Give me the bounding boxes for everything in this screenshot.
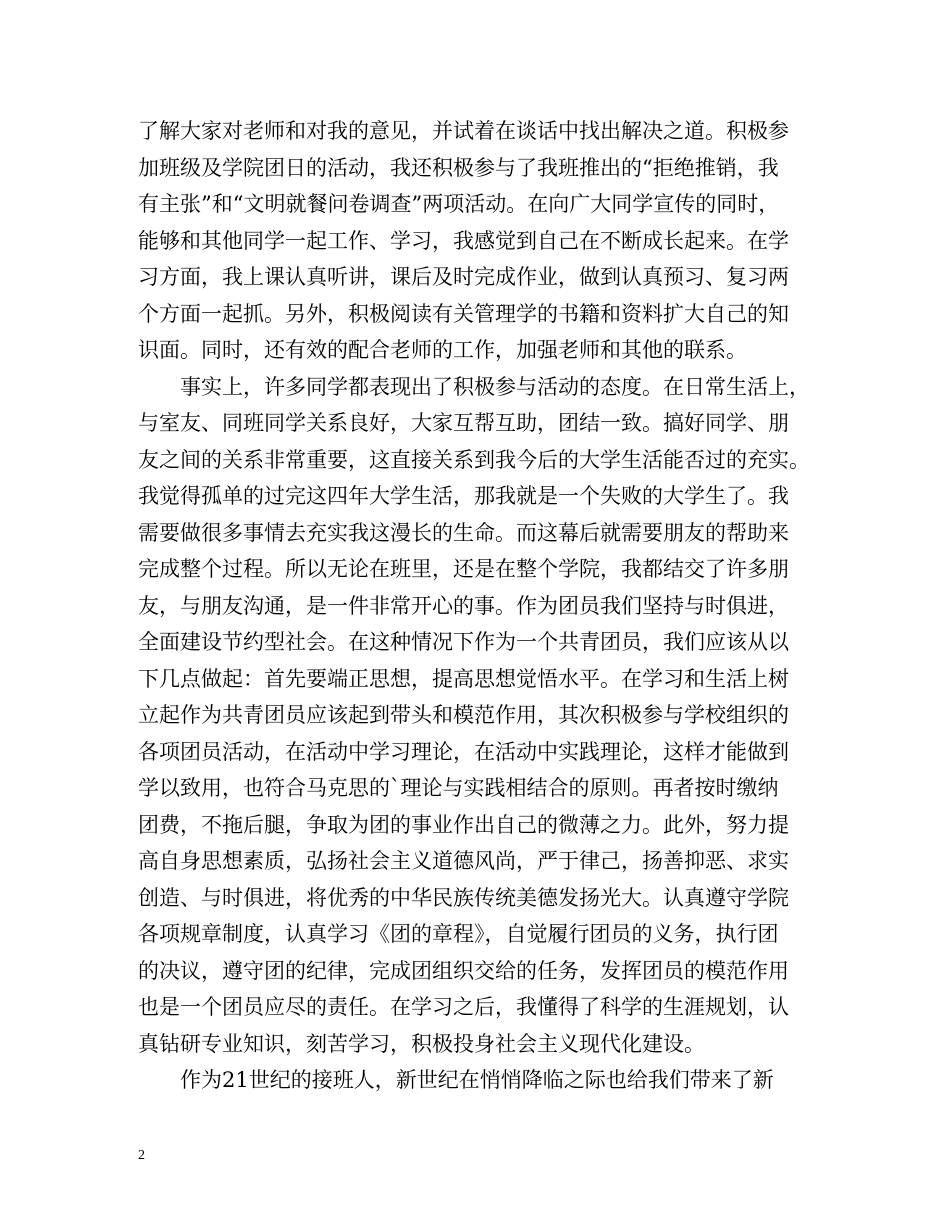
- text-line: 完成整个过程。所以无论在班里，还是在整个学院，我都结交了许多朋: [138, 557, 789, 581]
- text-line: 的决议，遵守团的纪律，完成团组织交给的任务，发挥团员的模范作用: [138, 958, 789, 983]
- text-line: 了解大家对老师和对我的意见，并试着在谈话中找出解决之道。积极参: [138, 119, 789, 143]
- text-line: 能够和其他同学一起工作、学习，我感觉到自己在不断成长起来。在学: [138, 228, 789, 253]
- text-line: 个方面一起抓。另外，积极阅读有关管理学的书籍和资料扩大自己的知: [138, 301, 789, 326]
- page-number: 2: [138, 1148, 145, 1163]
- text-line: 习方面，我上课认真听讲，课后及时完成作业，做到认真预习、复习两: [138, 265, 789, 289]
- text-line: 友，与朋友沟通，是一件非常开心的事。作为团员我们坚持与时俱进，: [138, 593, 789, 618]
- text-line: 有主张”和“文明就餐问卷调查”两项活动。在向广大同学宣传的同时，: [138, 192, 780, 216]
- text-line: 下几点做起：首先要端正思想，提高思想觉悟水平。在学习和生活上树: [138, 666, 789, 691]
- text-line: 创造、与时俱进，将优秀的中华民族传统美德发扬光大。认真遵守学院: [138, 885, 789, 910]
- body-text: [138, 113, 818, 1099]
- text-line: 全面建设节约型社会。在这种情况下作为一个共青团员，我们应该从以: [138, 630, 789, 654]
- text-line: 各项团员活动，在活动中学习理论，在活动中实践理论，这样才能做到: [138, 739, 789, 764]
- text-line: 需要做很多事情去充实我这漫长的生命。而这幕后就需要朋友的帮助来: [138, 520, 789, 545]
- text-line: 与室友、同班同学关系良好，大家互帮互助，团结一致。搞好同学、朋: [138, 411, 789, 435]
- text-line: 各项规章制度，认真学习《团的章程》，自觉履行团员的义务，执行团: [138, 922, 779, 946]
- text-line: 识面。同时，还有效的配合老师的工作，加强老师和其他的联系。: [138, 338, 747, 362]
- text-line: 真钻研专业知识，刻苦学习，积极投身社会主义现代化建设。: [138, 1031, 705, 1056]
- text-line: 学以致用，也符合马克思的`理论与实践相结合的原则。再者按时缴纳: [138, 776, 779, 800]
- text-line: 加班级及学院团日的活动，我还积极参与了我班推出的“拒绝推销，我: [138, 155, 779, 180]
- text-line: 事实上，许多同学都表现出了积极参与活动的态度。在日常生活上，: [180, 374, 810, 399]
- text-line: 立起作为共青团员应该起到带头和模范作用，其次积极参与学校组织的: [138, 703, 789, 727]
- text-line: 也是一个团员应尽的责任。在学习之后，我懂得了科学的生涯规划，认: [138, 995, 789, 1019]
- text-line: 我觉得孤单的过完这四年大学生活，那我就是一个失败的大学生了。我: [138, 484, 789, 508]
- text-line: 团费，不拖后腿，争取为团的事业作出自己的微薄之力。此外，努力提: [138, 812, 789, 837]
- text-line: 高自身思想素质，弘扬社会主义道德风尚，严于律己，扬善抑恶、求实: [138, 849, 789, 873]
- text-line: 作为21世纪的接班人，新世纪在悄悄降临之际也给我们带来了新: [180, 1068, 774, 1092]
- text-line: 友之间的关系非常重要，这直接关系到我今后的大学生活能否过的充实。: [138, 447, 810, 472]
